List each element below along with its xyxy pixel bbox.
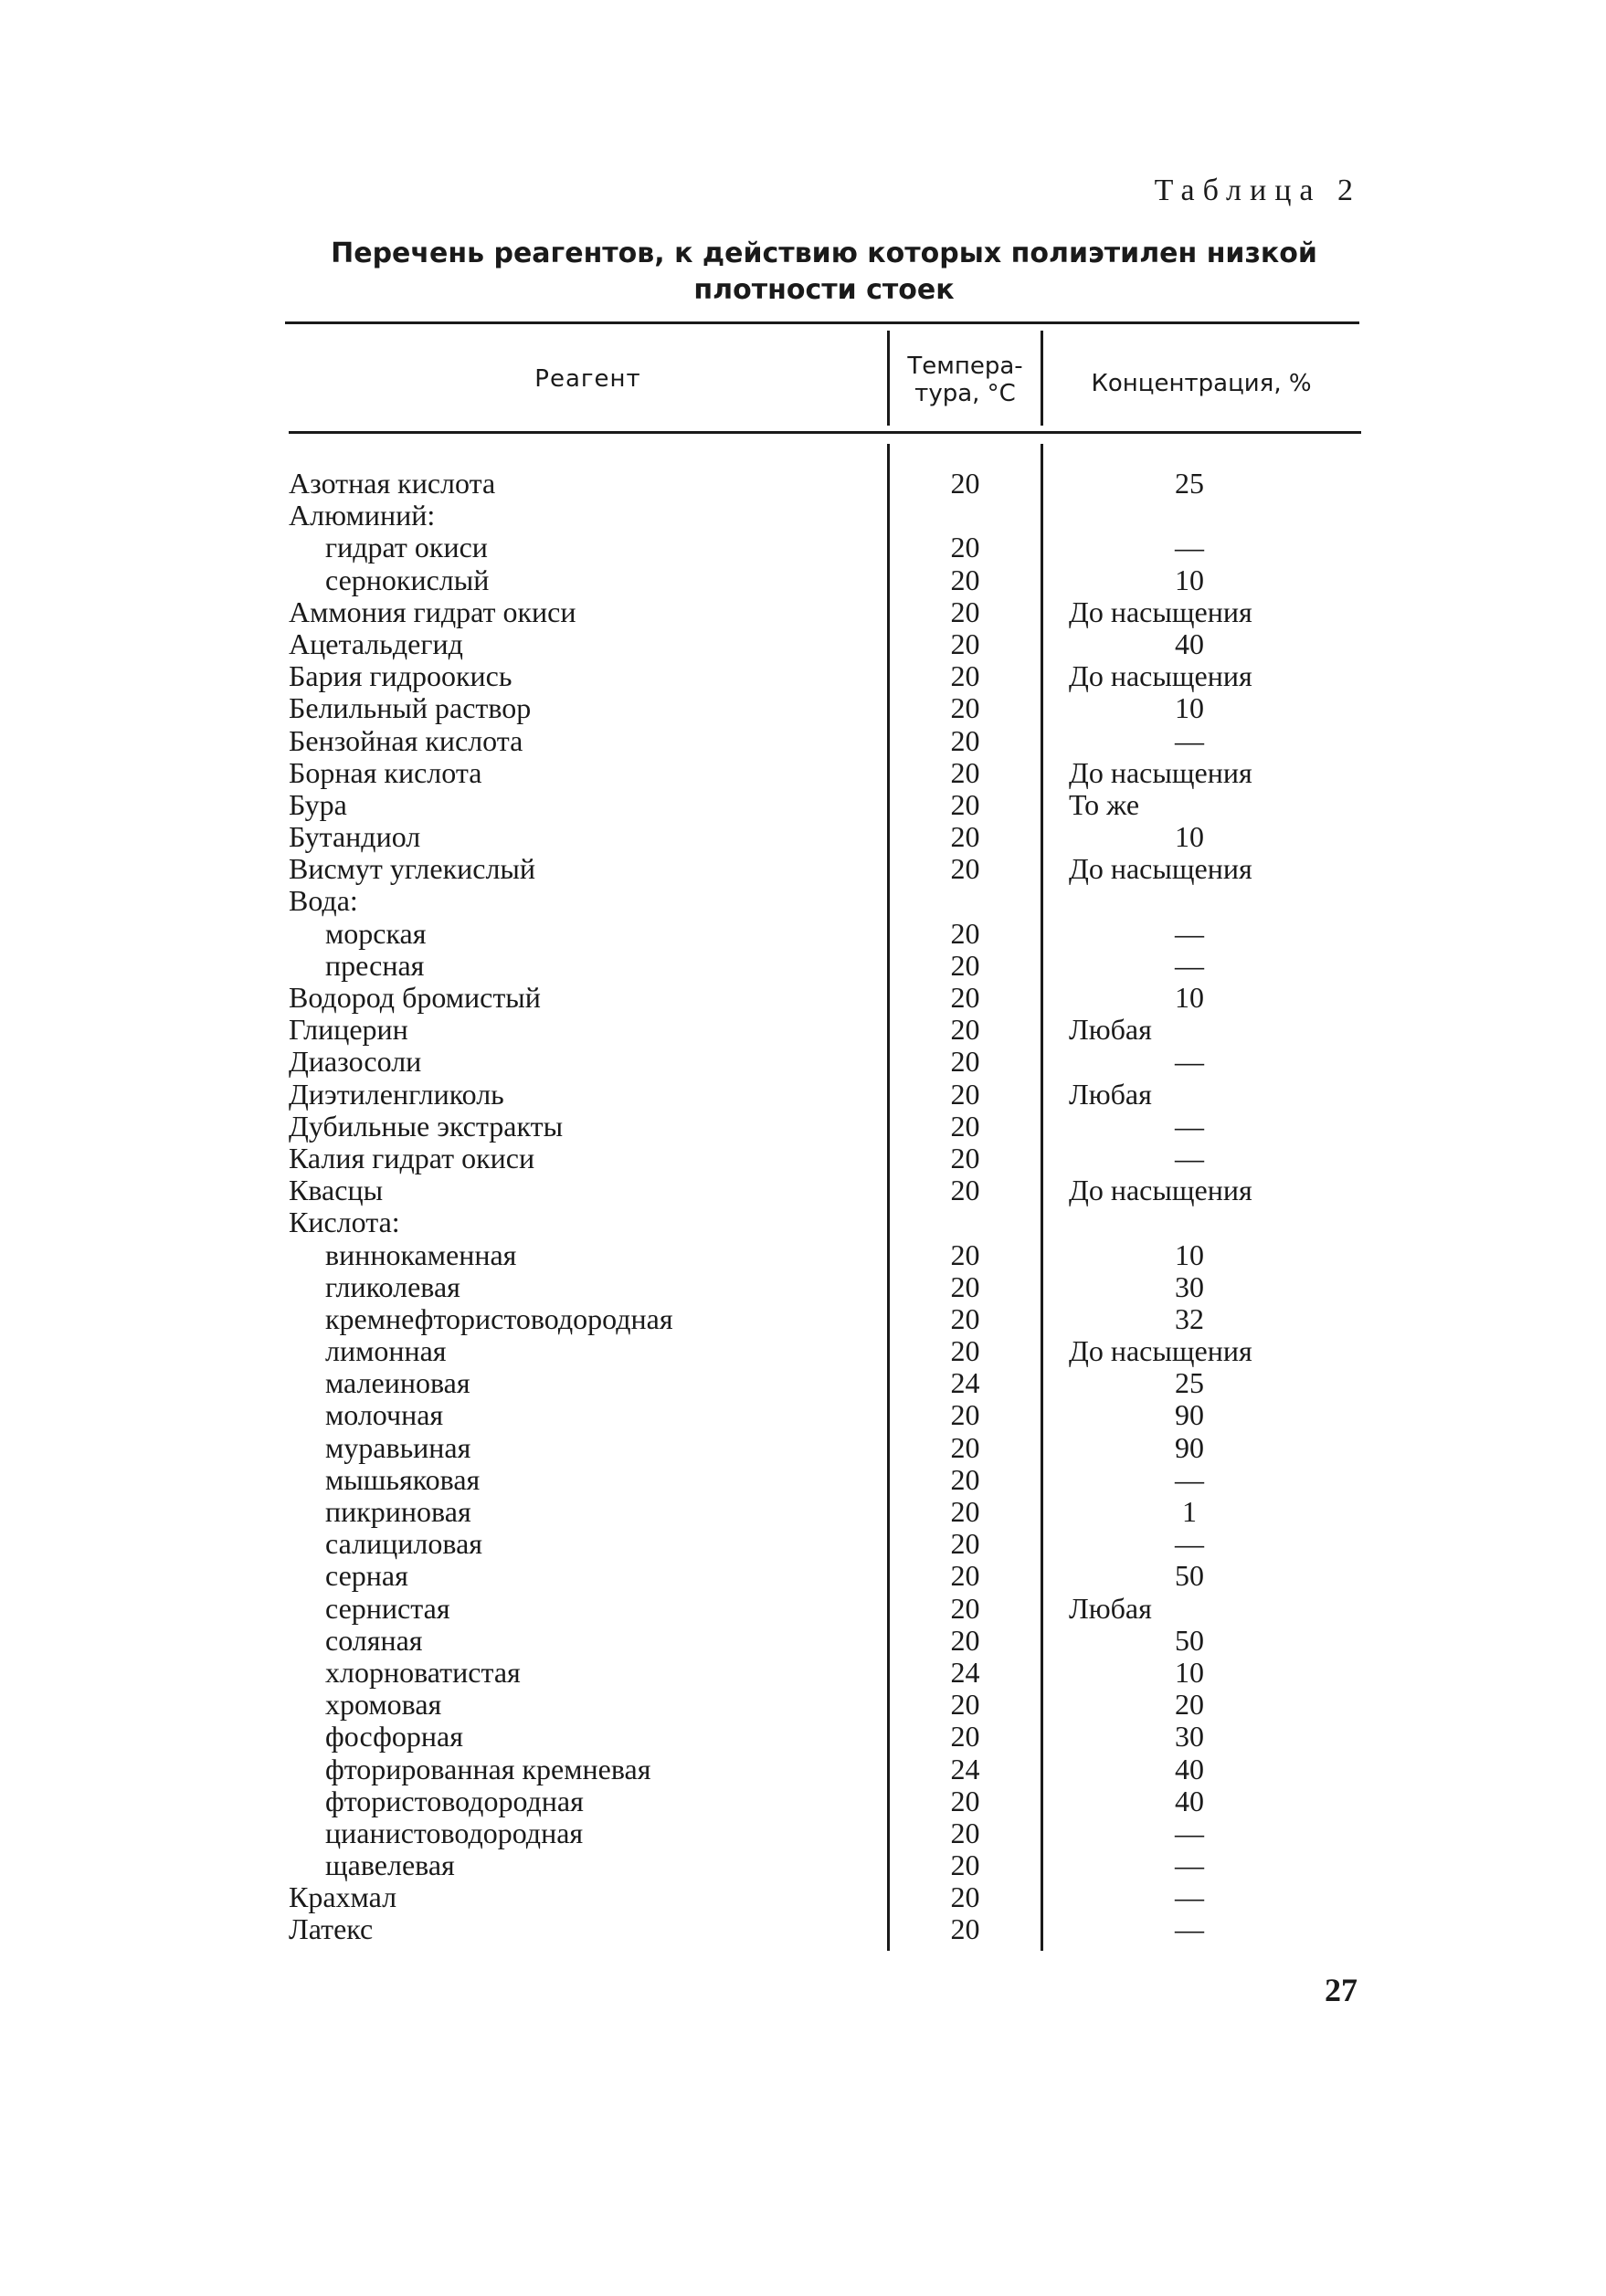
table-row <box>0 982 1606 1014</box>
reagent-name: Квасцы <box>289 1174 384 1207</box>
table-row <box>0 1913 1606 1945</box>
reagent-name: Белильный раствор <box>289 691 532 725</box>
concentration-cell: — <box>1175 948 1204 982</box>
temperature-cell: 24 <box>950 1366 980 1400</box>
table-row <box>0 885 1606 917</box>
temperature-cell: 20 <box>950 1848 980 1882</box>
reagent-name: Аммония гидрат окиси <box>289 595 576 628</box>
table-row <box>0 1754 1606 1785</box>
table-row <box>0 1625 1606 1657</box>
table-label: Таблица 2 <box>1154 174 1361 207</box>
reagent-name: Азотная кислота <box>289 467 496 500</box>
table-row <box>0 725 1606 757</box>
concentration-cell: 40 <box>1175 1784 1204 1817</box>
temperature-cell: 20 <box>950 563 980 596</box>
concentration-cell: 10 <box>1175 820 1204 854</box>
table-row <box>0 532 1606 563</box>
temperature-cell: 20 <box>950 755 980 789</box>
concentration-cell: 90 <box>1175 1398 1204 1432</box>
table-row <box>0 1464 1606 1496</box>
reagent-name: Бутандиол <box>289 820 421 854</box>
concentration-cell: До насыщения <box>1069 595 1252 628</box>
reagent-name: щавелевая <box>325 1848 455 1882</box>
concentration-cell: — <box>1175 531 1204 564</box>
reagent-name: Кислота: <box>289 1206 400 1239</box>
temperature-cell: 20 <box>950 1720 980 1754</box>
header-bottom-rule <box>289 431 1361 434</box>
table-row <box>0 1593 1606 1625</box>
table-row <box>0 1881 1606 1913</box>
reagent-name: сернистая <box>325 1591 450 1625</box>
temperature-cell: 20 <box>950 627 980 660</box>
temperature-cell: 20 <box>950 1301 980 1335</box>
table-title-line-1: Перечень реагентов, к действию которых полиэтилен низкой <box>331 237 1317 269</box>
table-row <box>0 1206 1606 1238</box>
reagent-name: Висмут углекислый <box>289 852 536 886</box>
table-row <box>0 1014 1606 1046</box>
reagent-name: Глицерин <box>289 1013 408 1047</box>
concentration-cell: До насыщения <box>1069 1174 1252 1207</box>
table-row <box>0 1111 1606 1143</box>
reagent-name: виннокаменная <box>325 1238 517 1271</box>
table-row <box>0 950 1606 982</box>
temperature-cell: 20 <box>950 1269 980 1303</box>
temperature-cell: 20 <box>950 1912 980 1946</box>
table-row <box>0 1399 1606 1431</box>
table-row <box>0 821 1606 853</box>
temperature-cell: 20 <box>950 1174 980 1207</box>
table-row <box>0 1239 1606 1271</box>
table-row <box>0 1560 1606 1592</box>
reagent-name: Бура <box>289 787 347 821</box>
reagent-name: фторированная кремневая <box>325 1752 651 1785</box>
table-title <box>285 236 1363 309</box>
reagent-name: Латекс <box>289 1912 374 1946</box>
reagent-name: молочная <box>325 1398 444 1432</box>
table-row <box>0 1817 1606 1849</box>
concentration-cell: 20 <box>1175 1688 1204 1722</box>
concentration-cell: — <box>1175 723 1204 757</box>
reagent-name: морская <box>325 916 427 950</box>
table-row <box>0 1689 1606 1721</box>
concentration-cell: — <box>1175 1816 1204 1849</box>
reagent-name: сернокислый <box>325 563 490 596</box>
table-row <box>0 1079 1606 1111</box>
page-number: 27 <box>1325 1972 1358 2008</box>
concentration-cell: — <box>1175 1109 1204 1143</box>
temperature-cell: 20 <box>950 1398 980 1432</box>
temperature-cell: 20 <box>950 1430 980 1464</box>
temperature-cell: 20 <box>950 723 980 757</box>
table-row <box>0 1046 1606 1078</box>
temperature-cell: 20 <box>950 1559 980 1593</box>
reagent-name: Калия гидрат окиси <box>289 1141 535 1174</box>
header-temperature-line-2: тура, °C <box>914 380 1016 407</box>
table-row <box>0 1271 1606 1303</box>
temperature-cell: 20 <box>950 1688 980 1722</box>
reagent-name: кремнефтористоводородная <box>325 1301 673 1335</box>
concentration-cell: Любая <box>1069 1591 1152 1625</box>
temperature-cell: 20 <box>950 1527 980 1561</box>
temperature-cell: 20 <box>950 852 980 886</box>
reagent-name: Бария гидроокись <box>289 659 512 693</box>
temperature-cell: 20 <box>950 1784 980 1817</box>
concentration-cell: — <box>1175 1880 1204 1914</box>
concentration-cell: 10 <box>1175 981 1204 1014</box>
reagent-name: лимонная <box>325 1334 447 1368</box>
concentration-cell: 10 <box>1175 1238 1204 1271</box>
reagent-name: пикриновая <box>325 1495 471 1528</box>
table-row <box>0 789 1606 821</box>
header-concentration: Концентрация, % <box>1091 370 1312 397</box>
concentration-cell: 50 <box>1175 1559 1204 1593</box>
temperature-cell: 20 <box>950 1495 980 1528</box>
table-body <box>0 468 1606 1946</box>
header-temperature <box>890 353 1041 407</box>
concentration-cell: 40 <box>1175 627 1204 660</box>
table-row <box>0 1143 1606 1174</box>
temperature-cell: 20 <box>950 1238 980 1271</box>
table-row <box>0 1432 1606 1464</box>
reagent-name: мышьяковая <box>325 1462 481 1496</box>
concentration-cell: — <box>1175 1462 1204 1496</box>
concentration-cell: 10 <box>1175 563 1204 596</box>
temperature-cell: 20 <box>950 1141 980 1174</box>
concentration-cell: 1 <box>1182 1495 1197 1528</box>
table-row <box>0 628 1606 660</box>
temperature-cell: 20 <box>950 787 980 821</box>
reagent-name: Вода: <box>289 884 358 918</box>
temperature-cell: 24 <box>950 1655 980 1689</box>
concentration-cell: — <box>1175 916 1204 950</box>
table-top-rule <box>285 321 1359 324</box>
temperature-cell: 20 <box>950 1591 980 1625</box>
table-row <box>0 660 1606 692</box>
concentration-cell: 25 <box>1175 467 1204 500</box>
temperature-cell: 20 <box>950 531 980 564</box>
table-row <box>0 1303 1606 1335</box>
concentration-cell: Любая <box>1069 1013 1152 1047</box>
reagent-name: салициловая <box>325 1527 482 1561</box>
temperature-cell: 20 <box>950 1623 980 1657</box>
table-row <box>0 564 1606 596</box>
temperature-cell: 20 <box>950 948 980 982</box>
concentration-cell: 10 <box>1175 691 1204 725</box>
concentration-cell: — <box>1175 1912 1204 1946</box>
temperature-cell: 20 <box>950 820 980 854</box>
temperature-cell: 20 <box>950 916 980 950</box>
temperature-cell: 20 <box>950 1109 980 1143</box>
reagent-name: муравьиная <box>325 1430 471 1464</box>
concentration-cell: — <box>1175 1527 1204 1561</box>
reagent-name: хлорноватистая <box>325 1655 521 1689</box>
header-reagent: Реагент <box>534 365 641 393</box>
reagent-name: Борная кислота <box>289 755 482 789</box>
temperature-cell: 20 <box>950 1462 980 1496</box>
reagent-name: Диазосоли <box>289 1045 422 1079</box>
reagent-name: цианистоводородная <box>325 1816 584 1849</box>
concentration-cell: 32 <box>1175 1301 1204 1335</box>
table-row <box>0 1496 1606 1528</box>
header-temperature-line-1: Темпера- <box>907 353 1023 380</box>
table-row <box>0 1657 1606 1689</box>
concentration-cell: До насыщения <box>1069 659 1252 693</box>
concentration-cell: 30 <box>1175 1269 1204 1303</box>
concentration-cell: 50 <box>1175 1623 1204 1657</box>
reagent-name: Диэтиленгликоль <box>289 1077 504 1111</box>
table-row <box>0 757 1606 789</box>
concentration-cell: — <box>1175 1045 1204 1079</box>
reagent-name: Ацетальдегид <box>289 627 463 660</box>
reagent-name: гликолевая <box>325 1269 460 1303</box>
table-row <box>0 1849 1606 1881</box>
reagent-name: Водород бромистый <box>289 981 541 1014</box>
reagent-name: соляная <box>325 1623 423 1657</box>
concentration-cell: То же <box>1069 787 1140 821</box>
table-row <box>0 1721 1606 1753</box>
table-title-line-2: плотности стоек <box>693 274 955 306</box>
table-row <box>0 1174 1606 1206</box>
reagent-name: пресная <box>325 948 425 982</box>
reagent-name: серная <box>325 1559 408 1593</box>
reagent-name: хромовая <box>325 1688 442 1722</box>
table-row <box>0 1528 1606 1560</box>
temperature-cell: 20 <box>950 1880 980 1914</box>
concentration-cell: До насыщения <box>1069 852 1252 886</box>
concentration-cell: 30 <box>1175 1720 1204 1754</box>
temperature-cell: 20 <box>950 1013 980 1047</box>
temperature-cell: 20 <box>950 1334 980 1368</box>
temperature-cell: 20 <box>950 981 980 1014</box>
reagent-name: гидрат окиси <box>325 531 488 564</box>
table-row <box>0 500 1606 532</box>
temperature-cell: 20 <box>950 659 980 693</box>
concentration-cell: Любая <box>1069 1077 1152 1111</box>
concentration-cell: 40 <box>1175 1752 1204 1785</box>
concentration-cell: — <box>1175 1141 1204 1174</box>
table-row <box>0 596 1606 628</box>
temperature-cell: 20 <box>950 1816 980 1849</box>
reagent-name: фтористоводородная <box>325 1784 584 1817</box>
concentration-cell: До насыщения <box>1069 1334 1252 1368</box>
temperature-cell: 20 <box>950 467 980 500</box>
table-row <box>0 853 1606 885</box>
concentration-cell: — <box>1175 1848 1204 1882</box>
reagent-name: Крахмал <box>289 1880 397 1914</box>
reagent-name: фосфорная <box>325 1720 463 1754</box>
temperature-cell: 24 <box>950 1752 980 1785</box>
reagent-name: Бензойная кислота <box>289 723 523 757</box>
table-row <box>0 918 1606 950</box>
table-row <box>0 1367 1606 1399</box>
concentration-cell: 10 <box>1175 1655 1204 1689</box>
table-row <box>0 1335 1606 1367</box>
temperature-cell: 20 <box>950 595 980 628</box>
concentration-cell: 25 <box>1175 1366 1204 1400</box>
table-row <box>0 468 1606 500</box>
table-row <box>0 1785 1606 1817</box>
reagent-name: Алюминий: <box>289 499 436 532</box>
temperature-cell: 20 <box>950 691 980 725</box>
temperature-cell: 20 <box>950 1077 980 1111</box>
reagent-name: малеиновая <box>325 1366 470 1400</box>
concentration-cell: 90 <box>1175 1430 1204 1464</box>
table-row <box>0 692 1606 724</box>
reagent-name: Дубильные экстракты <box>289 1109 564 1143</box>
concentration-cell: До насыщения <box>1069 755 1252 789</box>
temperature-cell: 20 <box>950 1045 980 1079</box>
